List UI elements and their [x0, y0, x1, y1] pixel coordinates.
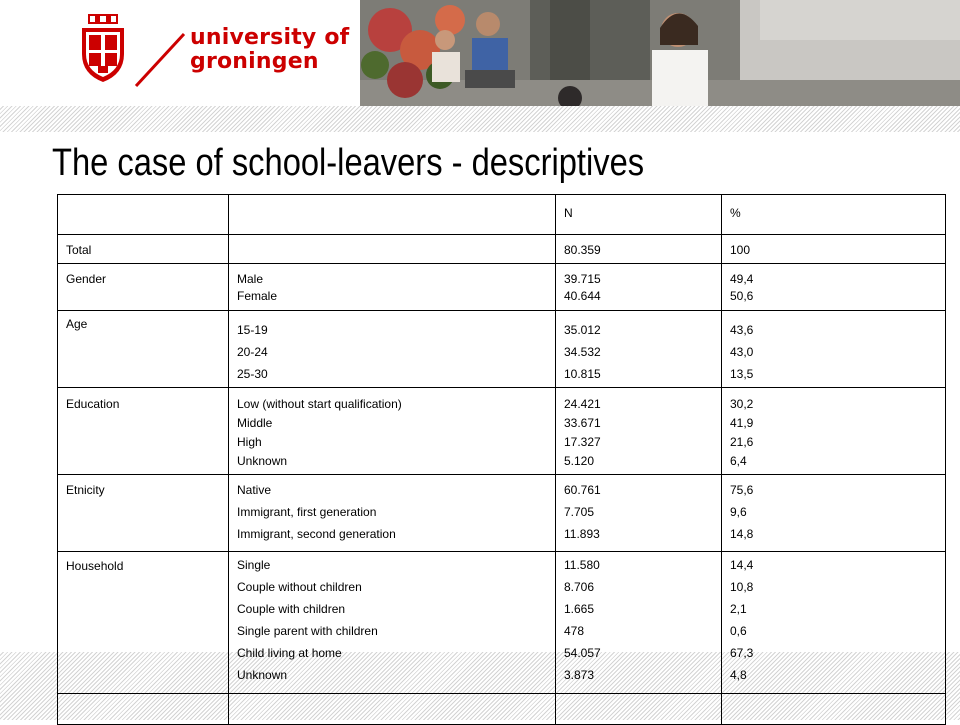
header-cell-pct: % — [722, 195, 946, 235]
table-header-row — [58, 195, 946, 235]
row-categories: Male Female — [237, 272, 278, 303]
row-pct: 43,6 43,0 13,5 — [730, 323, 754, 381]
row-label: Gender — [66, 272, 107, 286]
hatch-divider-top — [0, 106, 960, 132]
row-n: 24.421 33.671 17.327 5.120 — [564, 397, 601, 468]
table-row — [58, 264, 946, 311]
row-categories: Native Immigrant, first generation Immigrant, second generation — [237, 483, 396, 541]
header-cell-label — [58, 195, 229, 235]
banner-photo — [360, 0, 960, 106]
descriptives-table — [57, 194, 946, 725]
header-cell-n: N — [556, 195, 722, 235]
row-label: Etnicity — [66, 483, 105, 497]
row-pct: 75,6 9,6 14,8 — [730, 483, 754, 541]
university-crest-icon — [78, 14, 128, 84]
row-n: 60.761 7.705 11.893 — [564, 483, 601, 541]
banner-photo-illustration — [360, 0, 960, 106]
logo-slash-icon — [132, 30, 192, 90]
header-banner — [0, 0, 960, 106]
row-pct: 100 — [730, 243, 751, 257]
row-pct: 14,4 10,8 2,1 0,6 67,3 4,8 — [730, 558, 754, 682]
row-n: 11.580 8.706 1.665 478 54.057 3.873 — [564, 558, 601, 682]
row-pct: 30,2 41,9 21,6 6,4 — [730, 397, 754, 468]
logo-line-2: groningen — [190, 49, 319, 74]
header-cell-category — [229, 195, 556, 235]
logo[interactable] — [0, 0, 360, 106]
row-pct: 49,4 50,6 — [730, 272, 754, 303]
row-n: 35.012 34.532 10.815 — [564, 323, 601, 381]
logo-line-1: university of — [190, 25, 350, 50]
table-row — [58, 475, 946, 552]
logo-wordmark — [190, 26, 349, 74]
table-row — [58, 388, 946, 475]
row-categories: 15-19 20-24 25-30 — [237, 323, 268, 381]
row-categories: Single Couple without children Couple with children Single parent with children Child living at home Unknown — [237, 558, 378, 682]
row-label: Total — [66, 243, 92, 257]
row-categories: Low (without start qualification) Middle High Unknown — [237, 397, 402, 468]
table-row — [58, 311, 946, 388]
table-row — [58, 235, 946, 264]
row-n: 39.715 40.644 — [564, 272, 601, 303]
row-n: 80.359 — [564, 243, 601, 257]
row-categories — [229, 235, 555, 243]
slide-title: The case of school-leavers - descriptives — [52, 142, 645, 184]
row-label: Education — [66, 397, 120, 411]
row-label: Age — [66, 317, 88, 331]
row-label: Household — [66, 559, 124, 573]
table-row — [58, 552, 946, 694]
